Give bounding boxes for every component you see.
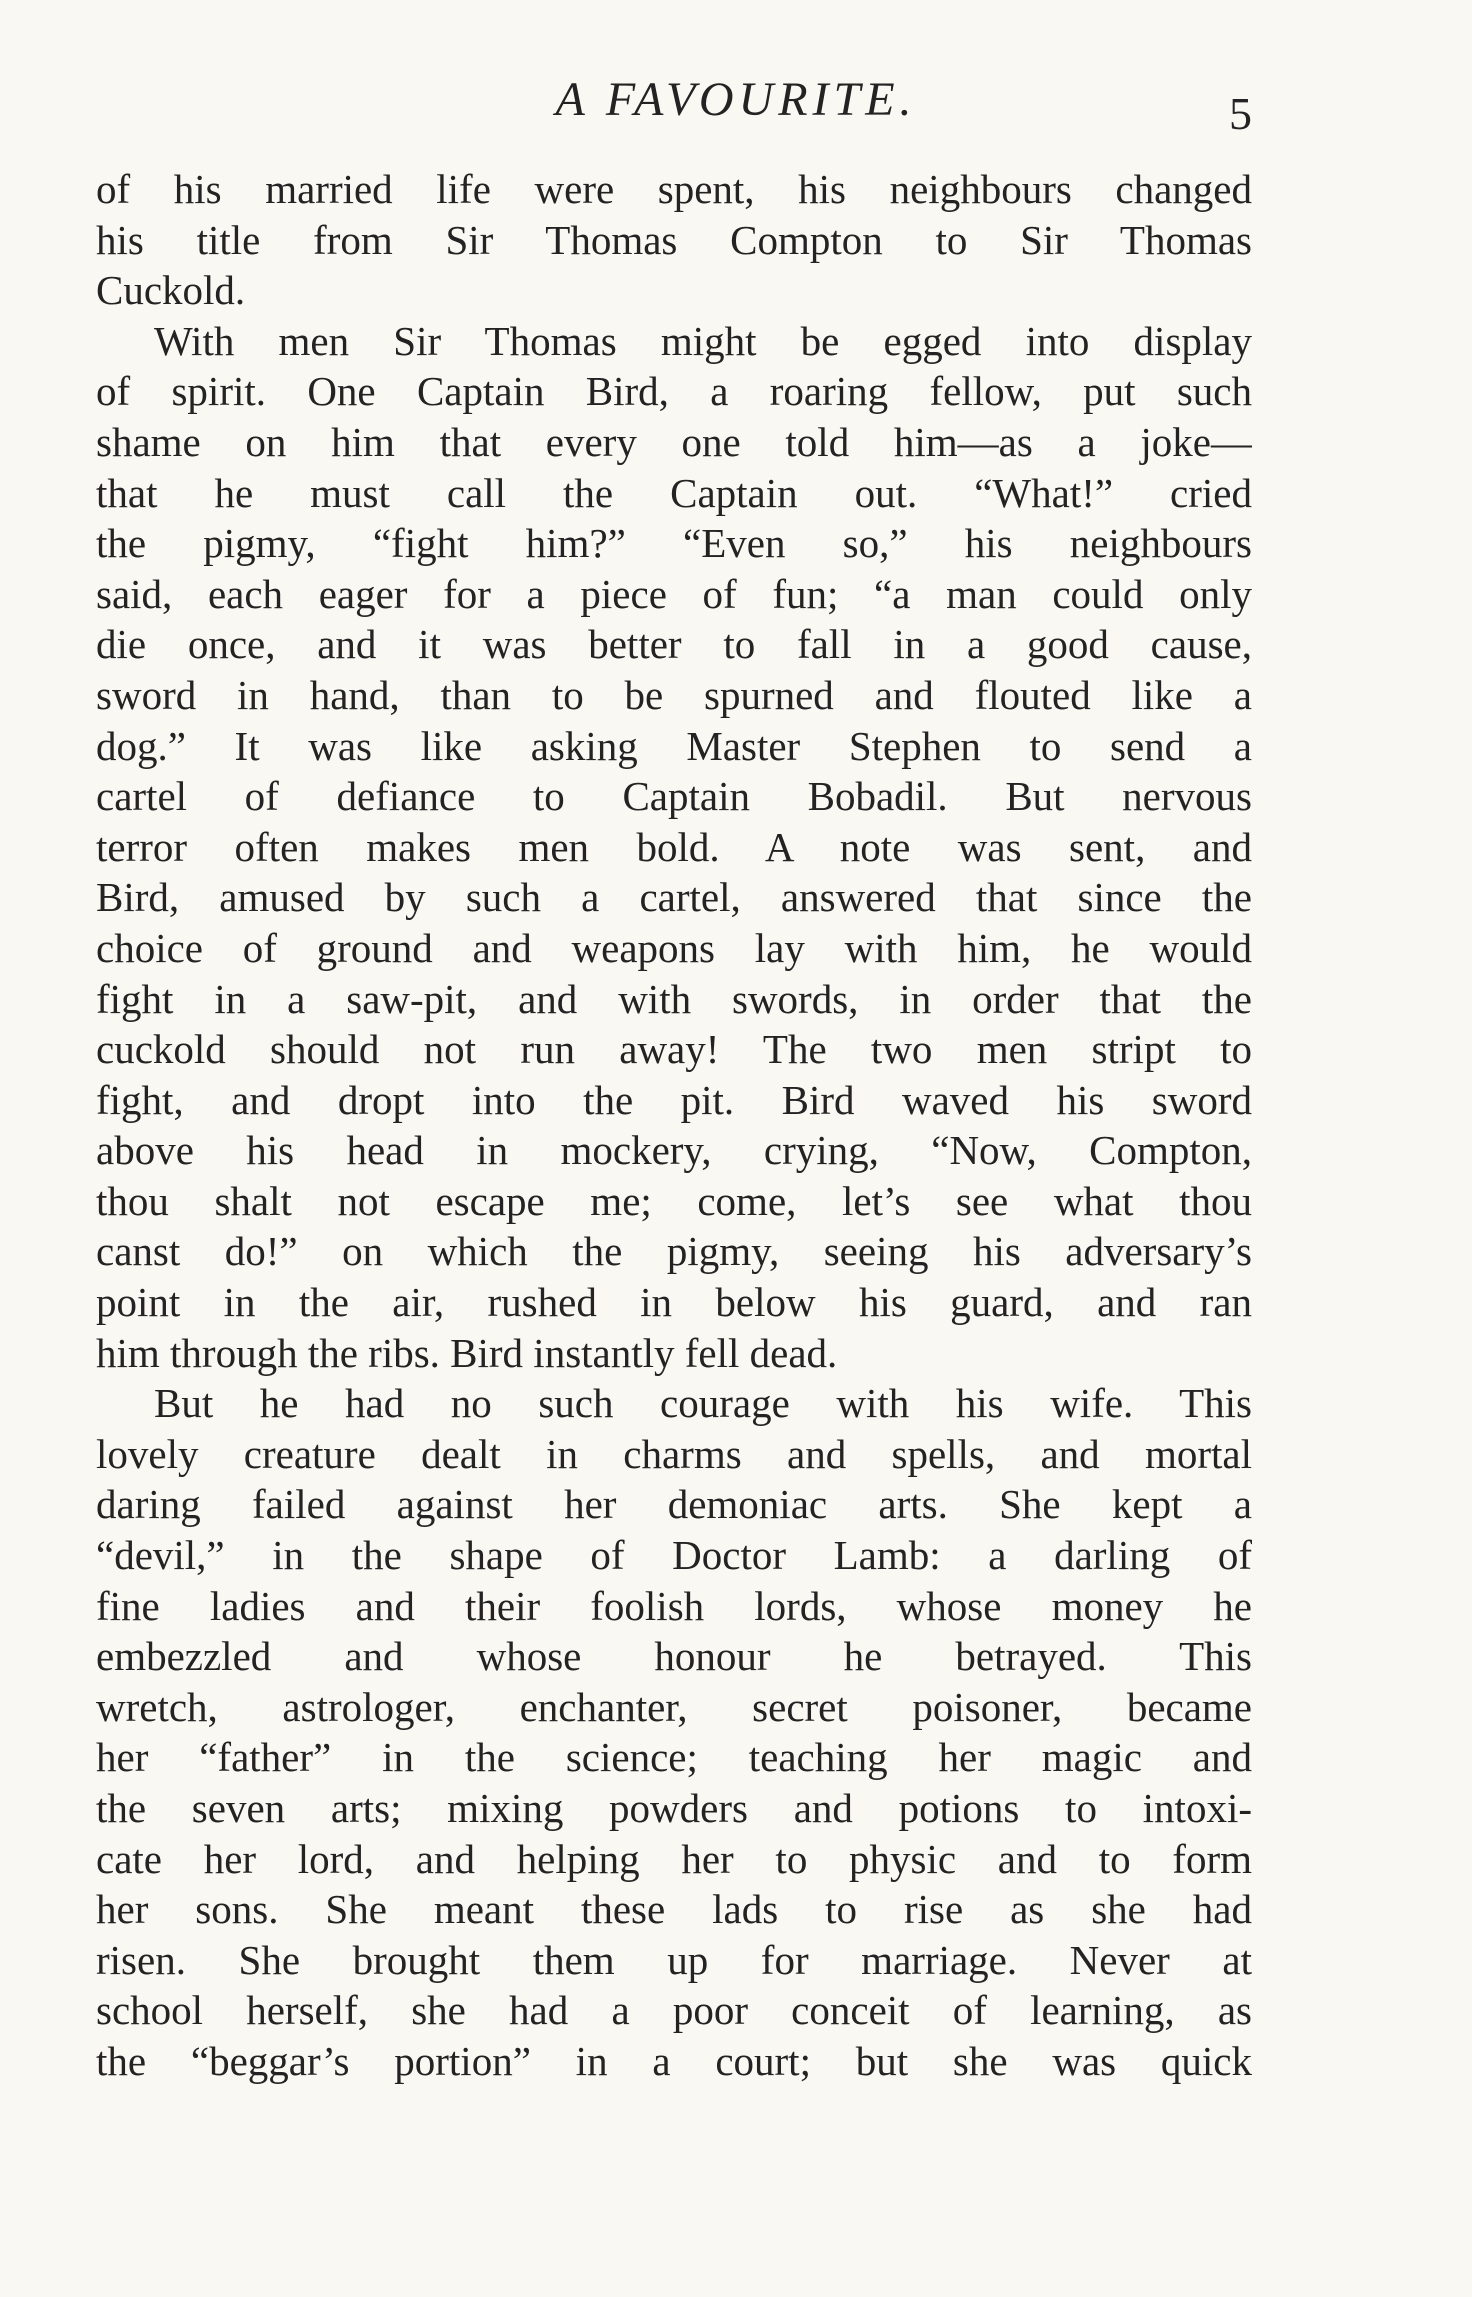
text-line: said, each eager for a piece of fun; “a man could only bbox=[96, 570, 1252, 617]
text-line: die once, and it was better to fall in a good cause, bbox=[96, 621, 1252, 668]
text-line: thou shalt not escape me; come, let’s see what thou bbox=[96, 1177, 1252, 1224]
text-line: of spirit. One Captain Bird, a roaring fellow, put such bbox=[96, 368, 1252, 415]
running-head bbox=[0, 70, 1472, 139]
text-line: fight, and dropt into the pit. Bird waved his sword bbox=[96, 1076, 1252, 1123]
text-line: school herself, she had a poor conceit of learning, as bbox=[96, 1987, 1252, 2034]
text-line: cartel of defiance to Captain Bobadil. But nervous bbox=[96, 773, 1252, 820]
text-line: But he had no such courage with his wife. This bbox=[154, 1380, 1252, 1427]
text-line: risen. She brought them up for marriage. Never at bbox=[96, 1936, 1252, 1983]
text-line: sword in hand, than to be spurned and flouted like a bbox=[96, 671, 1252, 718]
text-line: point in the air, rushed in below his guard, and ran bbox=[96, 1279, 1252, 1326]
text-line: her “father” in the science; teaching her magic and bbox=[96, 1734, 1252, 1781]
text-line: the pigmy, “fight him?” “Even so,” his neighbours bbox=[96, 520, 1252, 567]
running-title: A FAVOURITE. bbox=[555, 73, 917, 126]
text-line: fine ladies and their foolish lords, whose money he bbox=[96, 1582, 1252, 1629]
text-line: embezzled and whose honour he betrayed. This bbox=[96, 1633, 1252, 1680]
text-line: choice of ground and weapons lay with him, he would bbox=[96, 924, 1252, 971]
text-line: “devil,” in the shape of Doctor Lamb: a darling of bbox=[96, 1532, 1252, 1579]
text-line: above his head in mockery, crying, “Now, Compton, bbox=[96, 1127, 1252, 1174]
text-line: With men Sir Thomas might be egged into display bbox=[154, 317, 1252, 364]
text-line: canst do!” on which the pigmy, seeing his adversary’s bbox=[96, 1228, 1252, 1275]
text-line: fight in a saw-pit, and with swords, in order that the bbox=[96, 975, 1252, 1022]
body-text bbox=[96, 164, 1252, 2087]
text-line: lovely creature dealt in charms and spells, and mortal bbox=[96, 1430, 1252, 1477]
text-line: Bird, amused by such a cartel, answered that since the bbox=[96, 874, 1252, 921]
text-line: of his married life were spent, his neighbours changed bbox=[96, 166, 1252, 212]
page-number: 5 bbox=[1229, 88, 1252, 139]
text-line: terror often makes men bold. A note was sent, and bbox=[96, 823, 1252, 870]
text-line: cate her lord, and helping her to physic and to form bbox=[96, 1835, 1252, 1882]
text-line: Cuckold. bbox=[96, 267, 246, 314]
text-line: dog.” It was like asking Master Stephen to send a bbox=[96, 722, 1252, 769]
text-line: that he must call the Captain out. “What!” cried bbox=[96, 469, 1252, 516]
text-line: shame on him that every one told him—as a joke— bbox=[96, 418, 1252, 465]
text-line: her sons. She meant these lads to rise as she had bbox=[96, 1886, 1252, 1933]
text-line: the seven arts; mixing powders and potions to intoxi- bbox=[96, 1785, 1252, 1831]
text-line: him through the ribs. Bird instantly fell dead. bbox=[96, 1329, 838, 1376]
text-line: daring failed against her demoniac arts. She kept a bbox=[96, 1481, 1252, 1528]
text-line: wretch, astrologer, enchanter, secret poisoner, became bbox=[96, 1683, 1252, 1730]
text-line: the “beggar’s portion” in a court; but she was quick bbox=[96, 2037, 1252, 2084]
text-line: cuckold should not run away! The two men stript to bbox=[96, 1026, 1252, 1073]
text-line: his title from Sir Thomas Compton to Sir Thomas bbox=[96, 216, 1252, 263]
